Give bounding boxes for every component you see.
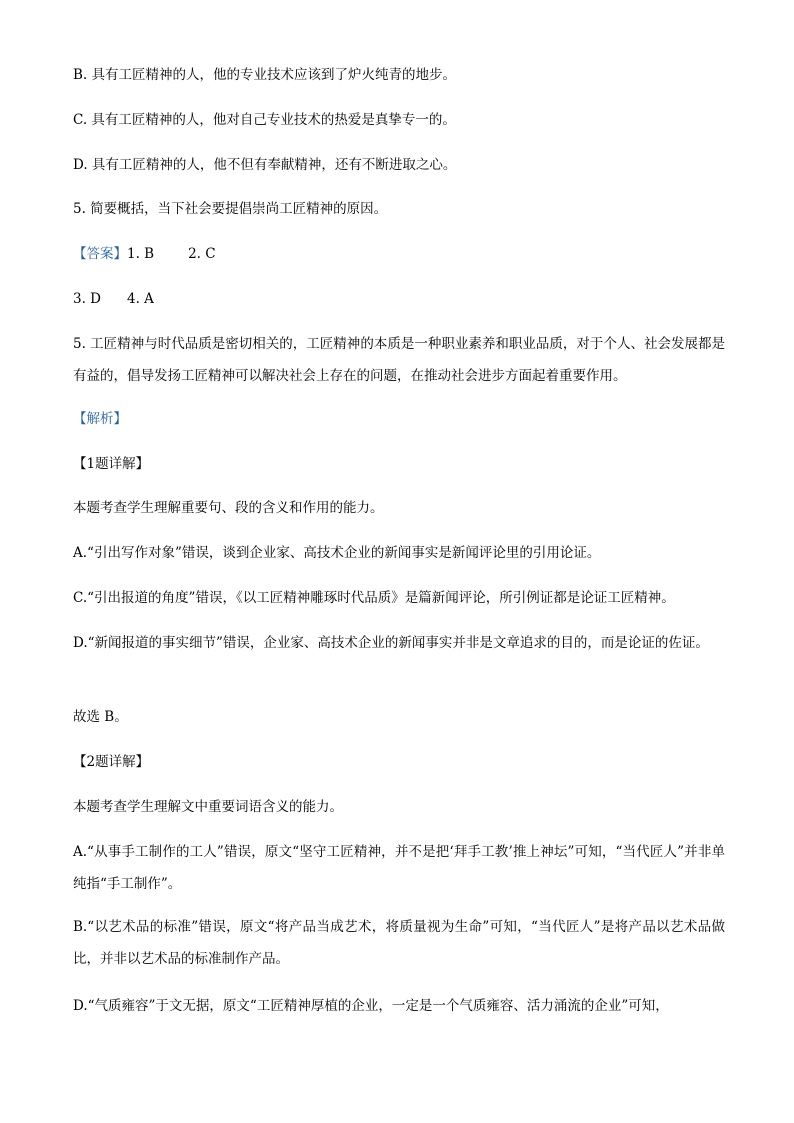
- option-b: B. 具有工匠精神的人，他的专业技术应该到了炉火纯青的地步。: [73, 67, 457, 83]
- q2-heading: 【2题详解】: [73, 754, 150, 770]
- q1-intro: 本题考查学生理解重要句、段的含义和作用的能力。: [73, 500, 384, 516]
- q1-option-d: D.“新闻报道的事实细节”错误，企业家、高技术企业的新闻事实并非是文章追求的目的，而是论证的佐证。: [73, 635, 709, 651]
- q1-heading: 【1题详解】: [73, 456, 150, 472]
- question-5: 5. 简要概括，当下社会要提倡崇尚工匠精神的原因。: [73, 201, 388, 217]
- option-d: D. 具有工匠精神的人，他不但有奉献精神，还有不断进取之心。: [73, 157, 457, 173]
- q2-option-a: A.“从事手工制作的工人”错误，原文“坚守工匠精神，并不是把‘拜手工教’推上神坛”可知，“当代匠人”并非单纯指“手工制作”。: [73, 844, 725, 892]
- q1-option-c: C.“引出报道的角度”错误，《以工匠精神雕琢时代品质》是篇新闻评论，所引例证都是论证工匠精神。: [73, 590, 675, 606]
- q2-option-b: B.“以艺术品的标准”错误，原文“将产品当成艺术，将质量视为生命”可知，“当代匠人”是将产品以艺术品做比，并非以艺术品的标准制作产品。: [73, 919, 725, 967]
- q2-intro: 本题考查学生理解文中重要词语含义的能力。: [73, 799, 343, 815]
- answer-3: 3. D: [73, 291, 101, 307]
- analysis-label: 【解析】: [73, 411, 127, 427]
- answer-4: 4. A: [127, 291, 154, 307]
- q2-option-d: D.“气质雍容”于文无据，原文“工匠精神厚植的企业，一定是一个气质雍容、活力涌流的企业”可知，: [73, 998, 669, 1014]
- answer-label: 【答案】: [73, 246, 127, 262]
- answer-5: 5. 工匠精神与时代品质是密切相关的，工匠精神的本质是一种职业素养和职业品质，对于个人、社会发展都是有益的，倡导发扬工匠精神可以解决社会上存在的问题，在推动社会进步方面起着重要作用。: [73, 336, 725, 384]
- answer-row-2: [73, 289, 154, 309]
- q1-conclusion: 故选 B。: [73, 709, 128, 725]
- q1-option-a: A.“引出写作对象”错误，谈到企业家、高技术企业的新闻事实是新闻评论里的引用论证。: [73, 545, 601, 561]
- answer-row-1: [73, 244, 216, 264]
- answer-1: 1. B: [127, 246, 155, 262]
- option-c: C. 具有工匠精神的人，他对自己专业技术的热爱是真挚专一的。: [73, 112, 456, 128]
- answer-2: 2. C: [188, 246, 216, 262]
